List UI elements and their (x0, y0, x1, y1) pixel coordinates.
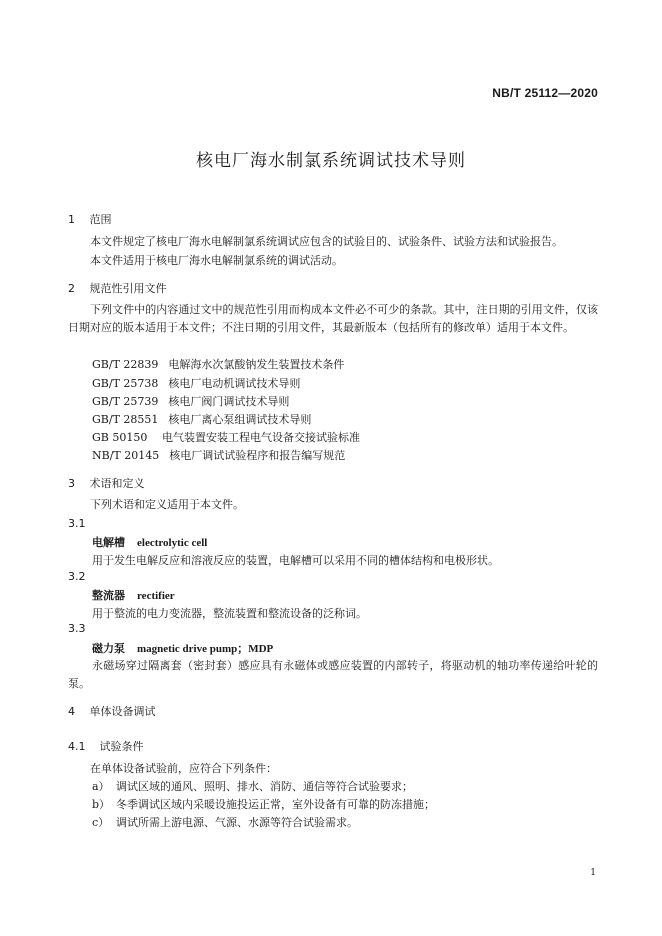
list-text: 调试区域的通风、照明、排水、消防、通信等符合试验要求； (116, 780, 413, 793)
page-number: 1 (590, 868, 596, 878)
term-number: 3.2 (68, 570, 86, 583)
section-number: 1 (68, 213, 75, 226)
list-text: 冬季调试区域内采暖设施投运正常，室外设备有可靠的防冻措施； (116, 798, 435, 811)
reference-item (92, 411, 311, 427)
reference-title: 电解海水次氯酸钠发生装置技术条件 (168, 358, 345, 371)
reference-code: GB/T 28551 (92, 413, 159, 426)
test-conditions-intro: 在单体设备试验前，应符合下列条件： (90, 762, 277, 775)
reference-item (92, 356, 344, 372)
term-english: rectifier (137, 590, 175, 602)
document-title: 核电厂海水制氯系统调试技术导则 (196, 151, 466, 171)
scope-paragraph-1: 本文件规定了核电厂海水电解制氯系统调试应包含的试验目的、试验条件、试验方法和试验报告。 (90, 235, 563, 248)
term-heading (92, 640, 273, 656)
term-english: electrolytic cell (137, 537, 208, 549)
section-title: 规范性引用文件 (89, 282, 167, 295)
reference-item (92, 393, 289, 409)
reference-title: 核电厂离心泵组调试技术导则 (168, 413, 312, 426)
reference-code: GB/T 25739 (92, 395, 159, 408)
list-text: 调试所需上游电源、气源、水源等符合试验需求。 (116, 816, 358, 829)
reference-code: GB/T 22839 (92, 358, 159, 371)
term-definition: 用于发生电解反应和溶液反应的装置，电解槽可以采用不同的槽体结构和电极形状。 (92, 554, 499, 567)
list-item (92, 796, 435, 812)
list-marker: b） (92, 798, 111, 811)
reference-item (92, 375, 300, 391)
normative-references-intro: 下列文件中的内容通过文中的规范性引用而构成本文件必不可少的条款。其中，注日期的引用文件，仅该日期对应的版本适用于本文件；不注日期的引用文件，其最新版本（包括所有的修改单）适用于本文件。 (68, 303, 598, 334)
term-english: magnetic drive pump；MDP (137, 643, 274, 655)
term-chinese: 整流器 (92, 589, 125, 602)
reference-title: 核电厂调试试验程序和报告编写规范 (169, 449, 346, 462)
terms-intro: 下列术语和定义适用于本文件。 (90, 498, 244, 511)
term-definition: 永磁场穿过隔离套（密封套）感应具有永磁体或感应装置的内部转子，将驱动机的轴功率传递给叶轮的泵。 (68, 659, 598, 690)
reference-code: GB/T 25738 (92, 377, 159, 390)
section-1-heading (68, 211, 112, 227)
list-item (92, 778, 413, 794)
term-number: 3.1 (68, 517, 86, 530)
section-number: 4 (68, 705, 75, 718)
subsection-number: 4.1 (68, 740, 86, 753)
term-chinese: 电解槽 (92, 536, 125, 549)
scope-paragraph-2: 本文件适用于核电厂海水电解制氯系统的调试活动。 (90, 254, 343, 267)
term-heading (92, 534, 207, 550)
section-2-heading (68, 280, 167, 296)
section-number: 2 (68, 282, 75, 295)
section-title: 术语和定义 (89, 477, 145, 490)
list-item (92, 814, 358, 830)
reference-title: 核电厂电动机调试技术导则 (168, 377, 301, 390)
section-title: 单体设备调试 (89, 705, 156, 718)
section-title: 范围 (89, 213, 112, 226)
reference-code: GB 50150 (92, 431, 148, 444)
list-marker: c） (92, 816, 110, 829)
reference-title: 电气装置安装工程电气设备交接试验标准 (162, 431, 360, 444)
reference-title: 核电厂阀门调试技术导则 (168, 395, 290, 408)
section-number: 3 (68, 477, 75, 490)
reference-code: NB/T 20145 (92, 449, 160, 462)
subsection-4-1-heading (68, 738, 144, 754)
section-4-heading (68, 703, 156, 719)
list-marker: a） (92, 780, 110, 793)
standard-code: NB/T 25112—2020 (492, 86, 598, 100)
term-number: 3.3 (68, 622, 86, 635)
term-definition: 用于整流的电力变流器，整流装置和整流设备的泛称词。 (92, 607, 367, 620)
term-heading (92, 587, 175, 603)
section-3-heading (68, 475, 145, 491)
reference-item (92, 447, 345, 463)
reference-item (92, 429, 360, 445)
subsection-title: 试验条件 (99, 740, 144, 753)
term-chinese: 磁力泵 (92, 642, 125, 655)
